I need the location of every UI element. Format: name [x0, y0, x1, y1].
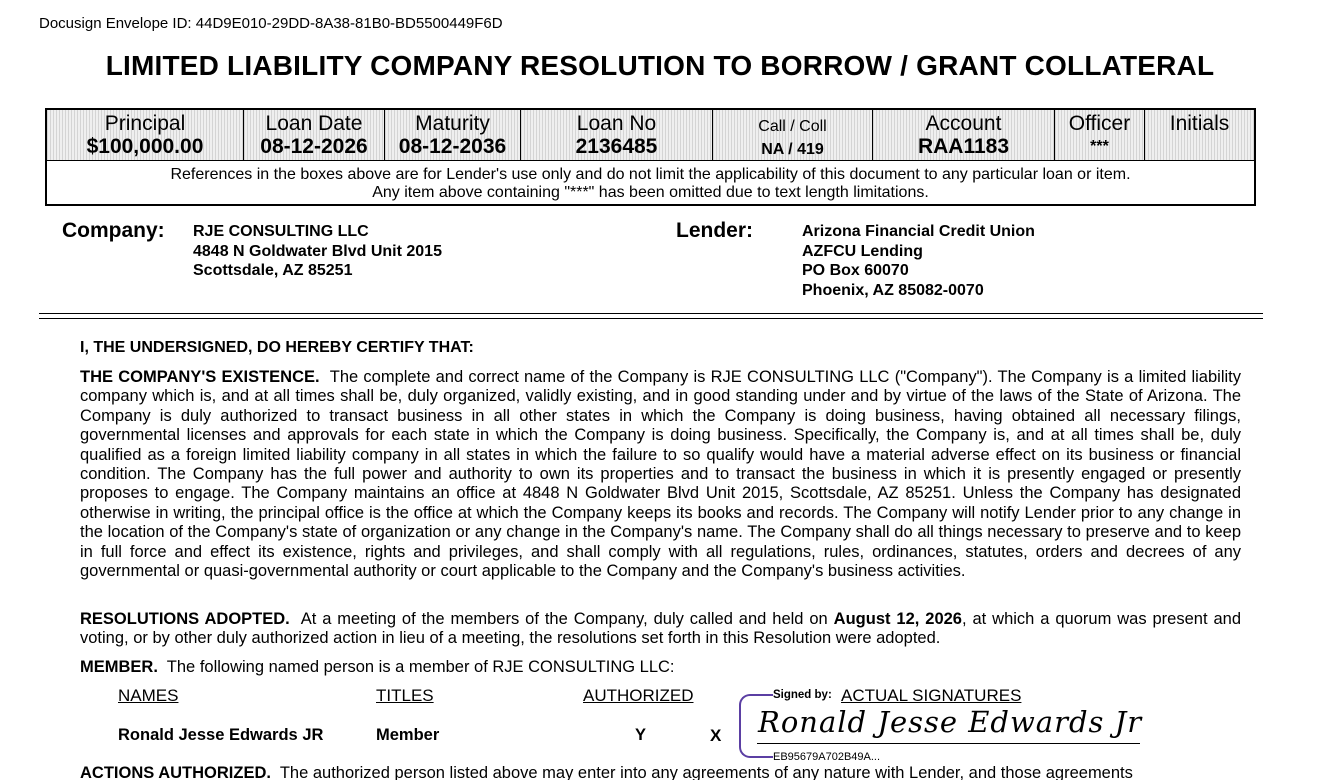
references-note	[47, 161, 1254, 202]
lender-city: Phoenix, AZ 85082-0070	[802, 281, 984, 299]
loan-info-row	[47, 110, 1254, 161]
col-names-header: NAMES	[118, 686, 179, 705]
maturity-cell	[385, 110, 521, 160]
resolutions-body-end: , at which a quorum was present and voting, or by other duly authorized action in lieu of a meeting, the resolutions set forth in this Resolution were adopted.	[80, 610, 1241, 648]
call-coll-label: Call / Coll	[758, 118, 827, 135]
account-label: Account	[925, 112, 1002, 135]
loan-no-value: 2136485	[575, 135, 658, 158]
resolutions-body: At a meeting of the members of the Company, duly called and held on	[300, 610, 828, 628]
account-cell	[873, 110, 1055, 160]
officer-cell	[1055, 110, 1145, 160]
lender-dept: AZFCU Lending	[802, 242, 923, 260]
signature-line	[757, 743, 1140, 744]
lender-name: Arizona Financial Credit Union	[802, 223, 1035, 240]
section-divider	[39, 318, 1263, 319]
loan-date-cell	[244, 110, 385, 160]
initials-label: Initials	[1169, 112, 1230, 135]
member-name: Ronald Jesse Edwards JR	[118, 726, 324, 744]
lender-label: Lender:	[676, 219, 754, 242]
existence-body: The complete and correct name of the Company is RJE CONSULTING LLC ("Company"). The Company is a limited liability company which is, and at all times shall be, duly organized, validly existing, and in good standing under and by virtue of the laws of the State of Arizona. The Company is duly authorized to transact business in all other states in which the Company is doing business, having obtained all necessary filings, governmental licenses and approvals for each state in which the Company is doing business. Specifically, the Company is, and at all times shall be, duly qualified as a foreign limited liability company in all states in which the failure to so qualify would have a material adverse effect on its business or financial condition. The Company has the full power and authority to own its properties and to transact the business in which it is presently engaged or presently proposes to engage. The Company maintains an office at 4848 N Goldwater Blvd Unit 2015, Scottsdale, AZ 85251. Unless the Company has designated otherwise in writing, the principal office is the office at which the Company keeps its books and records. The Company will notify Lender prior to any change in the location of the Company's state of organization or any change in the Company's name. The Company shall do all things necessary to preserve and to keep in full force and effect its existence, rights and privileges, and shall comply with all regulations, rules, ordinances, statutes, orders and decrees of any governmental or quasi-governmental authority or court applicable to the Company and the Company's business activities.	[80, 368, 1241, 581]
signed-by-label: Signed by:	[773, 689, 832, 701]
certify-heading: I, THE UNDERSIGNED, DO HEREBY CERTIFY THAT:	[80, 339, 474, 356]
col-authorized-header: AUTHORIZED	[583, 686, 694, 705]
resolutions-heading: RESOLUTIONS ADOPTED.	[80, 610, 290, 628]
call-coll-cell	[713, 110, 873, 160]
officer-value: ***	[1090, 138, 1109, 155]
principal-value: $100,000.00	[86, 135, 204, 158]
actions-body: The authorized person listed above may enter into any agreements of any nature with Lender, and those agreements	[279, 764, 1133, 780]
principal-label: Principal	[104, 112, 186, 135]
company-street: 4848 N Goldwater Blvd Unit 2015	[193, 242, 442, 260]
company-label: Company:	[62, 219, 165, 242]
references-note-line-1: References in the boxes above are for Lender's use only and do not limit the applicability of this document to any particular loan or item.	[170, 166, 1131, 183]
member-title: Member	[376, 726, 440, 744]
principal-cell	[47, 110, 244, 160]
loan-date-label: Loan Date	[265, 112, 363, 135]
member-signature: Ronald Jesse Edwards Jr	[758, 705, 1143, 739]
existence-paragraph	[80, 368, 1241, 581]
col-signatures-header: ACTUAL SIGNATURES	[841, 686, 1022, 705]
lender-pobox: PO Box 60070	[802, 262, 909, 279]
loan-info-box	[45, 108, 1256, 206]
envelope-id: Docusign Envelope ID: 44D9E010-29DD-8A38-81B0-BD5500449F6D	[39, 15, 503, 32]
member-paragraph	[80, 658, 1241, 677]
signature-id: EB95679A702B49A...	[773, 751, 881, 763]
references-note-line-2: Any item above containing "***" has been omitted due to text length limitations.	[372, 184, 929, 201]
section-divider	[39, 313, 1263, 314]
maturity-value: 08-12-2036	[398, 135, 507, 158]
initials-cell	[1145, 110, 1254, 160]
member-heading: MEMBER.	[80, 658, 158, 676]
lender-address	[802, 222, 1035, 300]
company-address	[193, 222, 442, 281]
company-city: Scottsdale, AZ 85251	[193, 262, 353, 279]
maturity-label: Maturity	[415, 112, 490, 135]
document-title: LIMITED LIABILITY COMPANY RESOLUTION TO BORROW / GRANT COLLATERAL	[105, 50, 1215, 81]
signature-x-mark: X	[710, 726, 722, 745]
loan-date-value: 08-12-2026	[260, 135, 368, 158]
account-value: RAA1183	[917, 135, 1010, 158]
col-titles-header: TITLES	[376, 686, 434, 705]
member-authorized: Y	[635, 726, 647, 744]
member-body: The following named person is a member of RJE CONSULTING LLC:	[166, 658, 675, 676]
resolutions-date: August 12, 2026	[833, 610, 962, 628]
loan-no-cell	[521, 110, 713, 160]
existence-heading: THE COMPANY'S EXISTENCE.	[80, 368, 320, 386]
actions-heading: ACTIONS AUTHORIZED.	[80, 764, 271, 780]
loan-no-label: Loan No	[576, 112, 657, 135]
call-coll-value: NA / 419	[761, 141, 824, 158]
resolutions-paragraph	[80, 610, 1241, 649]
officer-label: Officer	[1068, 112, 1131, 135]
company-name: RJE CONSULTING LLC	[193, 223, 369, 240]
actions-paragraph	[80, 764, 1241, 780]
